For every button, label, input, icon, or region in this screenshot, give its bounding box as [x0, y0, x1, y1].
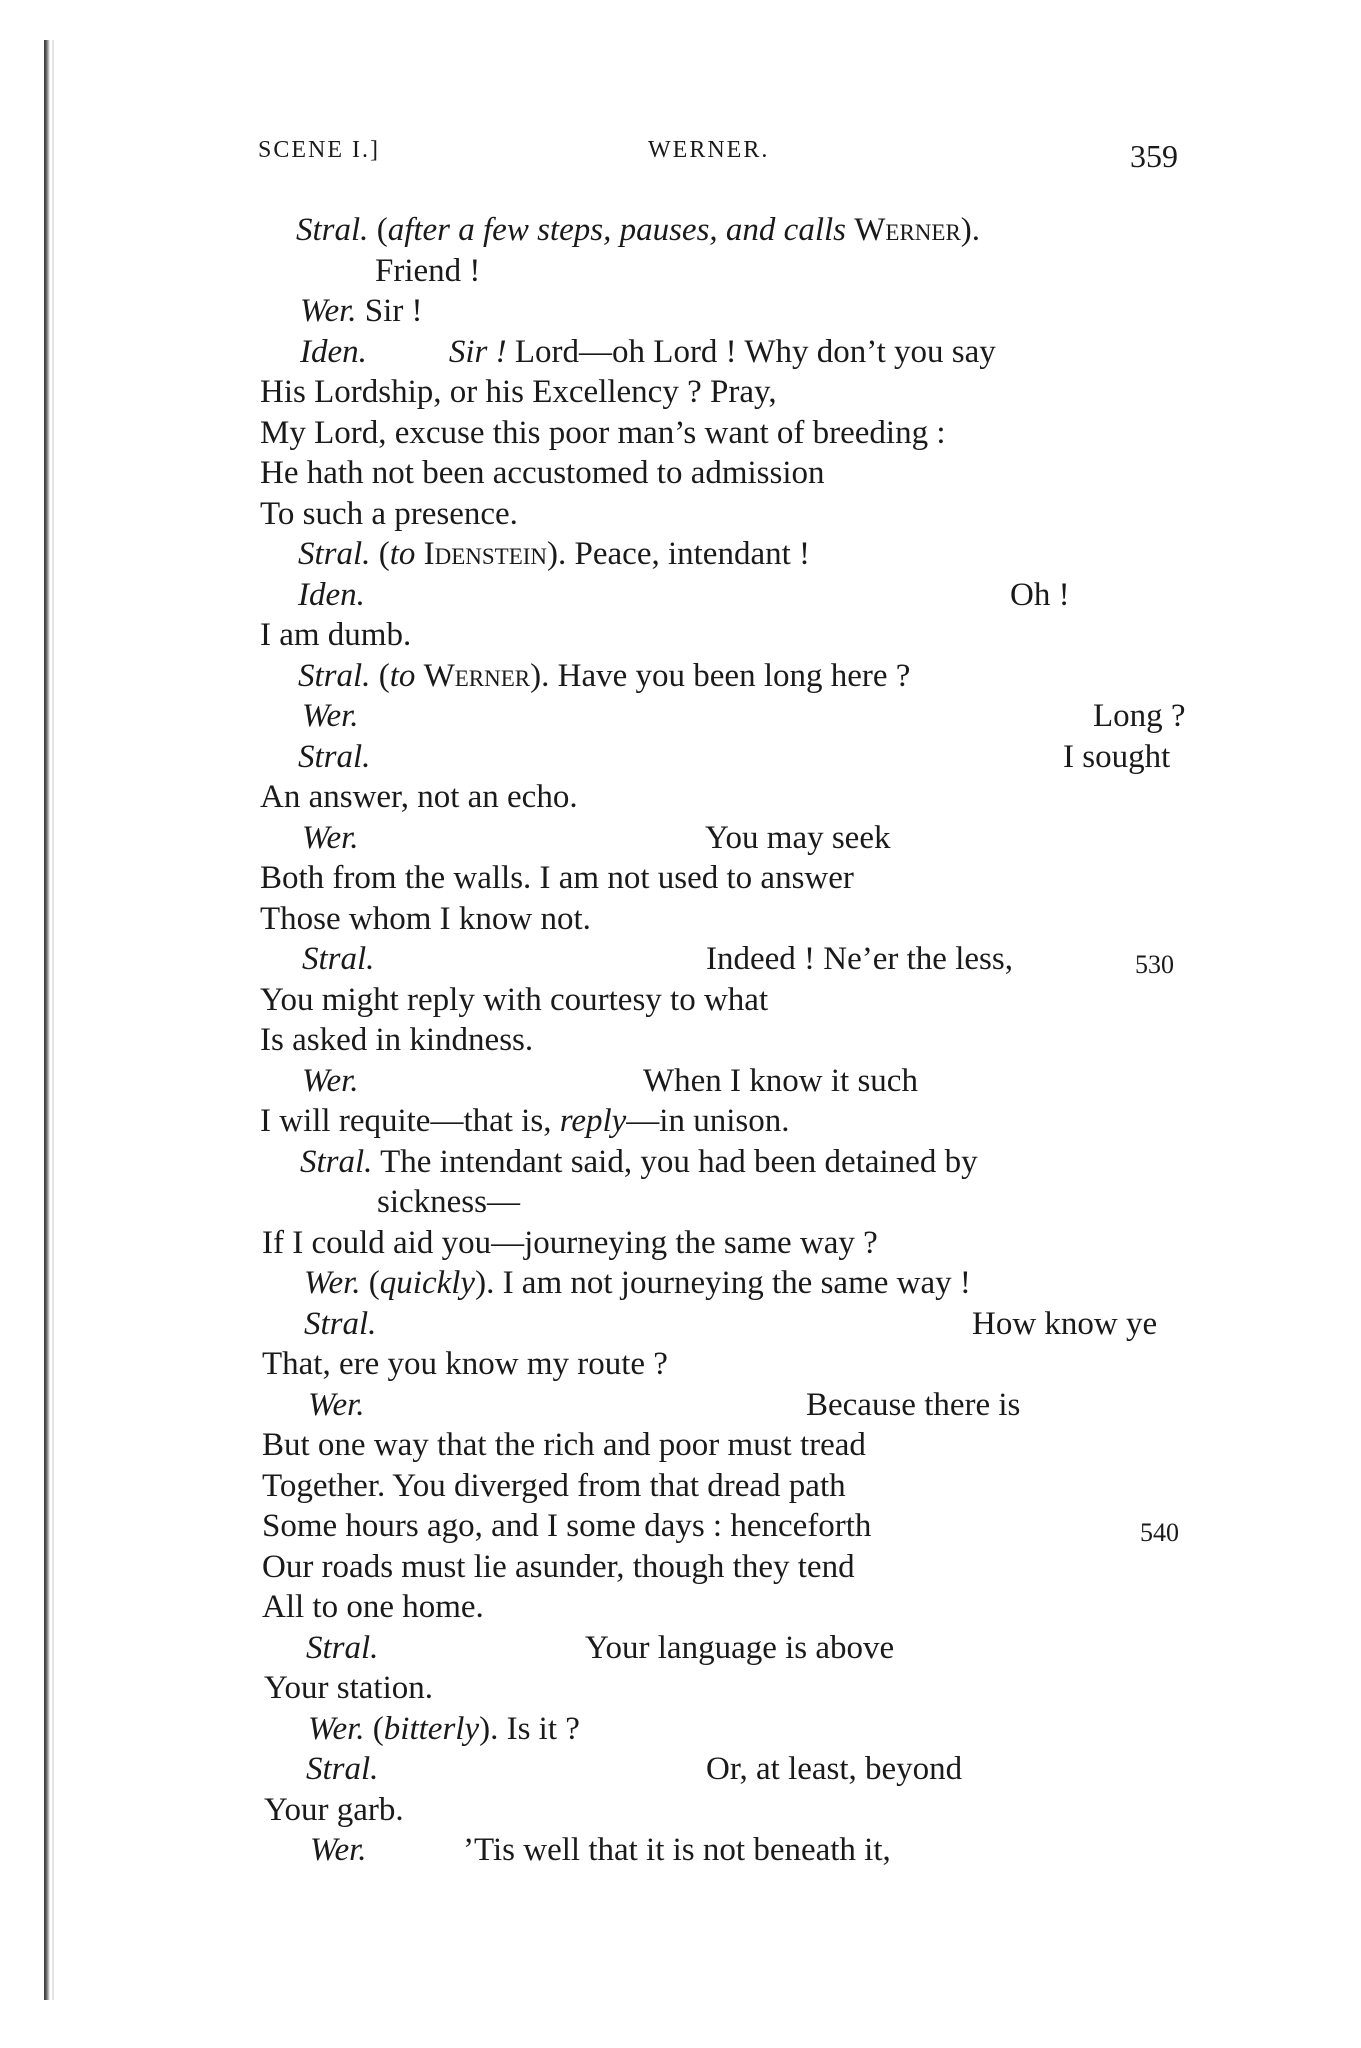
verse-line: His Lordship, or his Excellency ? Pray,: [260, 374, 777, 410]
verse-line: Or, at least, beyond: [706, 1751, 963, 1787]
verse-line: You might reply with courtesy to what: [260, 982, 769, 1018]
verse-line: That, ere you know my route ?: [262, 1346, 668, 1382]
verse-line: Your language is above: [585, 1630, 895, 1666]
verse-line: Our roads must lie asunder, though they tend: [262, 1549, 855, 1585]
speaker-label: Wer.: [300, 293, 357, 329]
stage-direction: after a few steps, pauses, and calls: [387, 212, 846, 248]
running-header-scene: SCENE I.]: [258, 137, 380, 163]
speaker-label: Stral.: [306, 1630, 379, 1666]
character-name: Werner: [854, 212, 961, 248]
speaker-label: Iden.: [298, 577, 365, 613]
verse-line: I sought: [1063, 739, 1171, 775]
speaker-label: Iden.: [300, 334, 367, 370]
running-header-title: WERNER.: [648, 137, 770, 163]
verse-line: sickness—: [377, 1184, 520, 1220]
stage-direction: to: [389, 658, 416, 694]
stage-direction: quickly: [379, 1265, 476, 1301]
verse-line: When I know it such: [643, 1063, 918, 1099]
verse-line: Stral. (after a few steps, pauses, and calls Werner).: [296, 212, 981, 248]
line-number: 540: [1140, 1518, 1179, 1547]
speaker-label: Wer.: [308, 1711, 365, 1747]
verse-line: Is asked in kindness.: [260, 1022, 534, 1058]
verse-line: I will requite—that is, reply—in unison.: [260, 1103, 790, 1139]
page-number: 359: [1130, 138, 1178, 174]
speaker-label: Stral.: [302, 941, 375, 977]
verse-line: Wer. (quickly). I am not journeying the same way !: [304, 1265, 971, 1301]
speaker-label: Wer.: [310, 1832, 367, 1868]
verse-line: He hath not been accustomed to admission: [260, 455, 825, 491]
speaker-label: Stral.: [306, 1751, 379, 1787]
verse-line: To such a presence.: [260, 496, 518, 532]
character-name: Werner: [423, 658, 531, 694]
verse-line: Iden. Sir ! Lord—oh Lord ! Why don’t you say: [300, 334, 996, 370]
stage-direction: to: [389, 536, 416, 572]
speaker-label: Stral.: [300, 1144, 373, 1180]
verse-line: Together. You diverged from that dread path: [262, 1468, 846, 1504]
verse-line: But one way that the rich and poor must tread: [262, 1427, 866, 1463]
verse-line: An answer, not an echo.: [260, 779, 578, 815]
verse-line: Wer. (bitterly). Is it ?: [308, 1711, 580, 1747]
page-binding-edge: [44, 40, 50, 2000]
verse-line: ’Tis well that it is not beneath it,: [463, 1832, 891, 1868]
verse-line: Some hours ago, and I some days : henceforth: [262, 1508, 872, 1544]
verse-line: Your garb.: [264, 1792, 404, 1828]
speaker-label: Wer.: [302, 820, 359, 856]
page-binding-shadow: [52, 40, 54, 2000]
verse-line: Wer. Sir !: [300, 293, 423, 329]
verse-line: Stral. The intendant said, you had been detained by: [300, 1144, 978, 1180]
emphasis: reply: [559, 1103, 627, 1139]
verse-line: Oh !: [1010, 577, 1070, 613]
speaker-label: Wer.: [308, 1387, 365, 1423]
speaker-label: Stral.: [298, 739, 371, 775]
speaker-label: Wer.: [302, 698, 359, 734]
verse-line: Indeed ! Ne’er the less,: [706, 941, 1013, 977]
emphasis: Sir !: [448, 334, 507, 370]
verse-line: All to one home.: [262, 1589, 484, 1625]
verse-line: Long ?: [1093, 698, 1186, 734]
character-name: Idenstein: [423, 536, 548, 572]
verse-line: Stral. (to Idenstein). Peace, intendant !: [298, 536, 810, 572]
verse-line: I am dumb.: [260, 617, 412, 653]
verse-line: Both from the walls. I am not used to answer: [260, 860, 854, 896]
verse-line: How know ye: [972, 1306, 1158, 1342]
verse-line: Stral. (to Werner). Have you been long here ?: [298, 658, 911, 694]
speaker-label: Wer.: [304, 1265, 361, 1301]
verse-line: If I could aid you—journeying the same way ?: [262, 1225, 878, 1261]
speaker-label: Stral.: [304, 1306, 377, 1342]
verse-line: Friend !: [375, 253, 481, 289]
line-number: 530: [1135, 950, 1174, 979]
verse-line: My Lord, excuse this poor man’s want of breeding :: [260, 415, 946, 451]
verse-line: Your station.: [264, 1670, 434, 1706]
verse-line: Those whom I know not.: [260, 901, 591, 937]
speaker-label: Stral.: [298, 658, 371, 694]
verse-line: Because there is: [806, 1387, 1021, 1423]
speaker-label: Stral.: [296, 212, 369, 248]
speaker-label: Wer.: [302, 1063, 359, 1099]
stage-direction: bitterly: [383, 1711, 480, 1747]
verse-line: You may seek: [705, 820, 891, 856]
speaker-label: Stral.: [298, 536, 371, 572]
